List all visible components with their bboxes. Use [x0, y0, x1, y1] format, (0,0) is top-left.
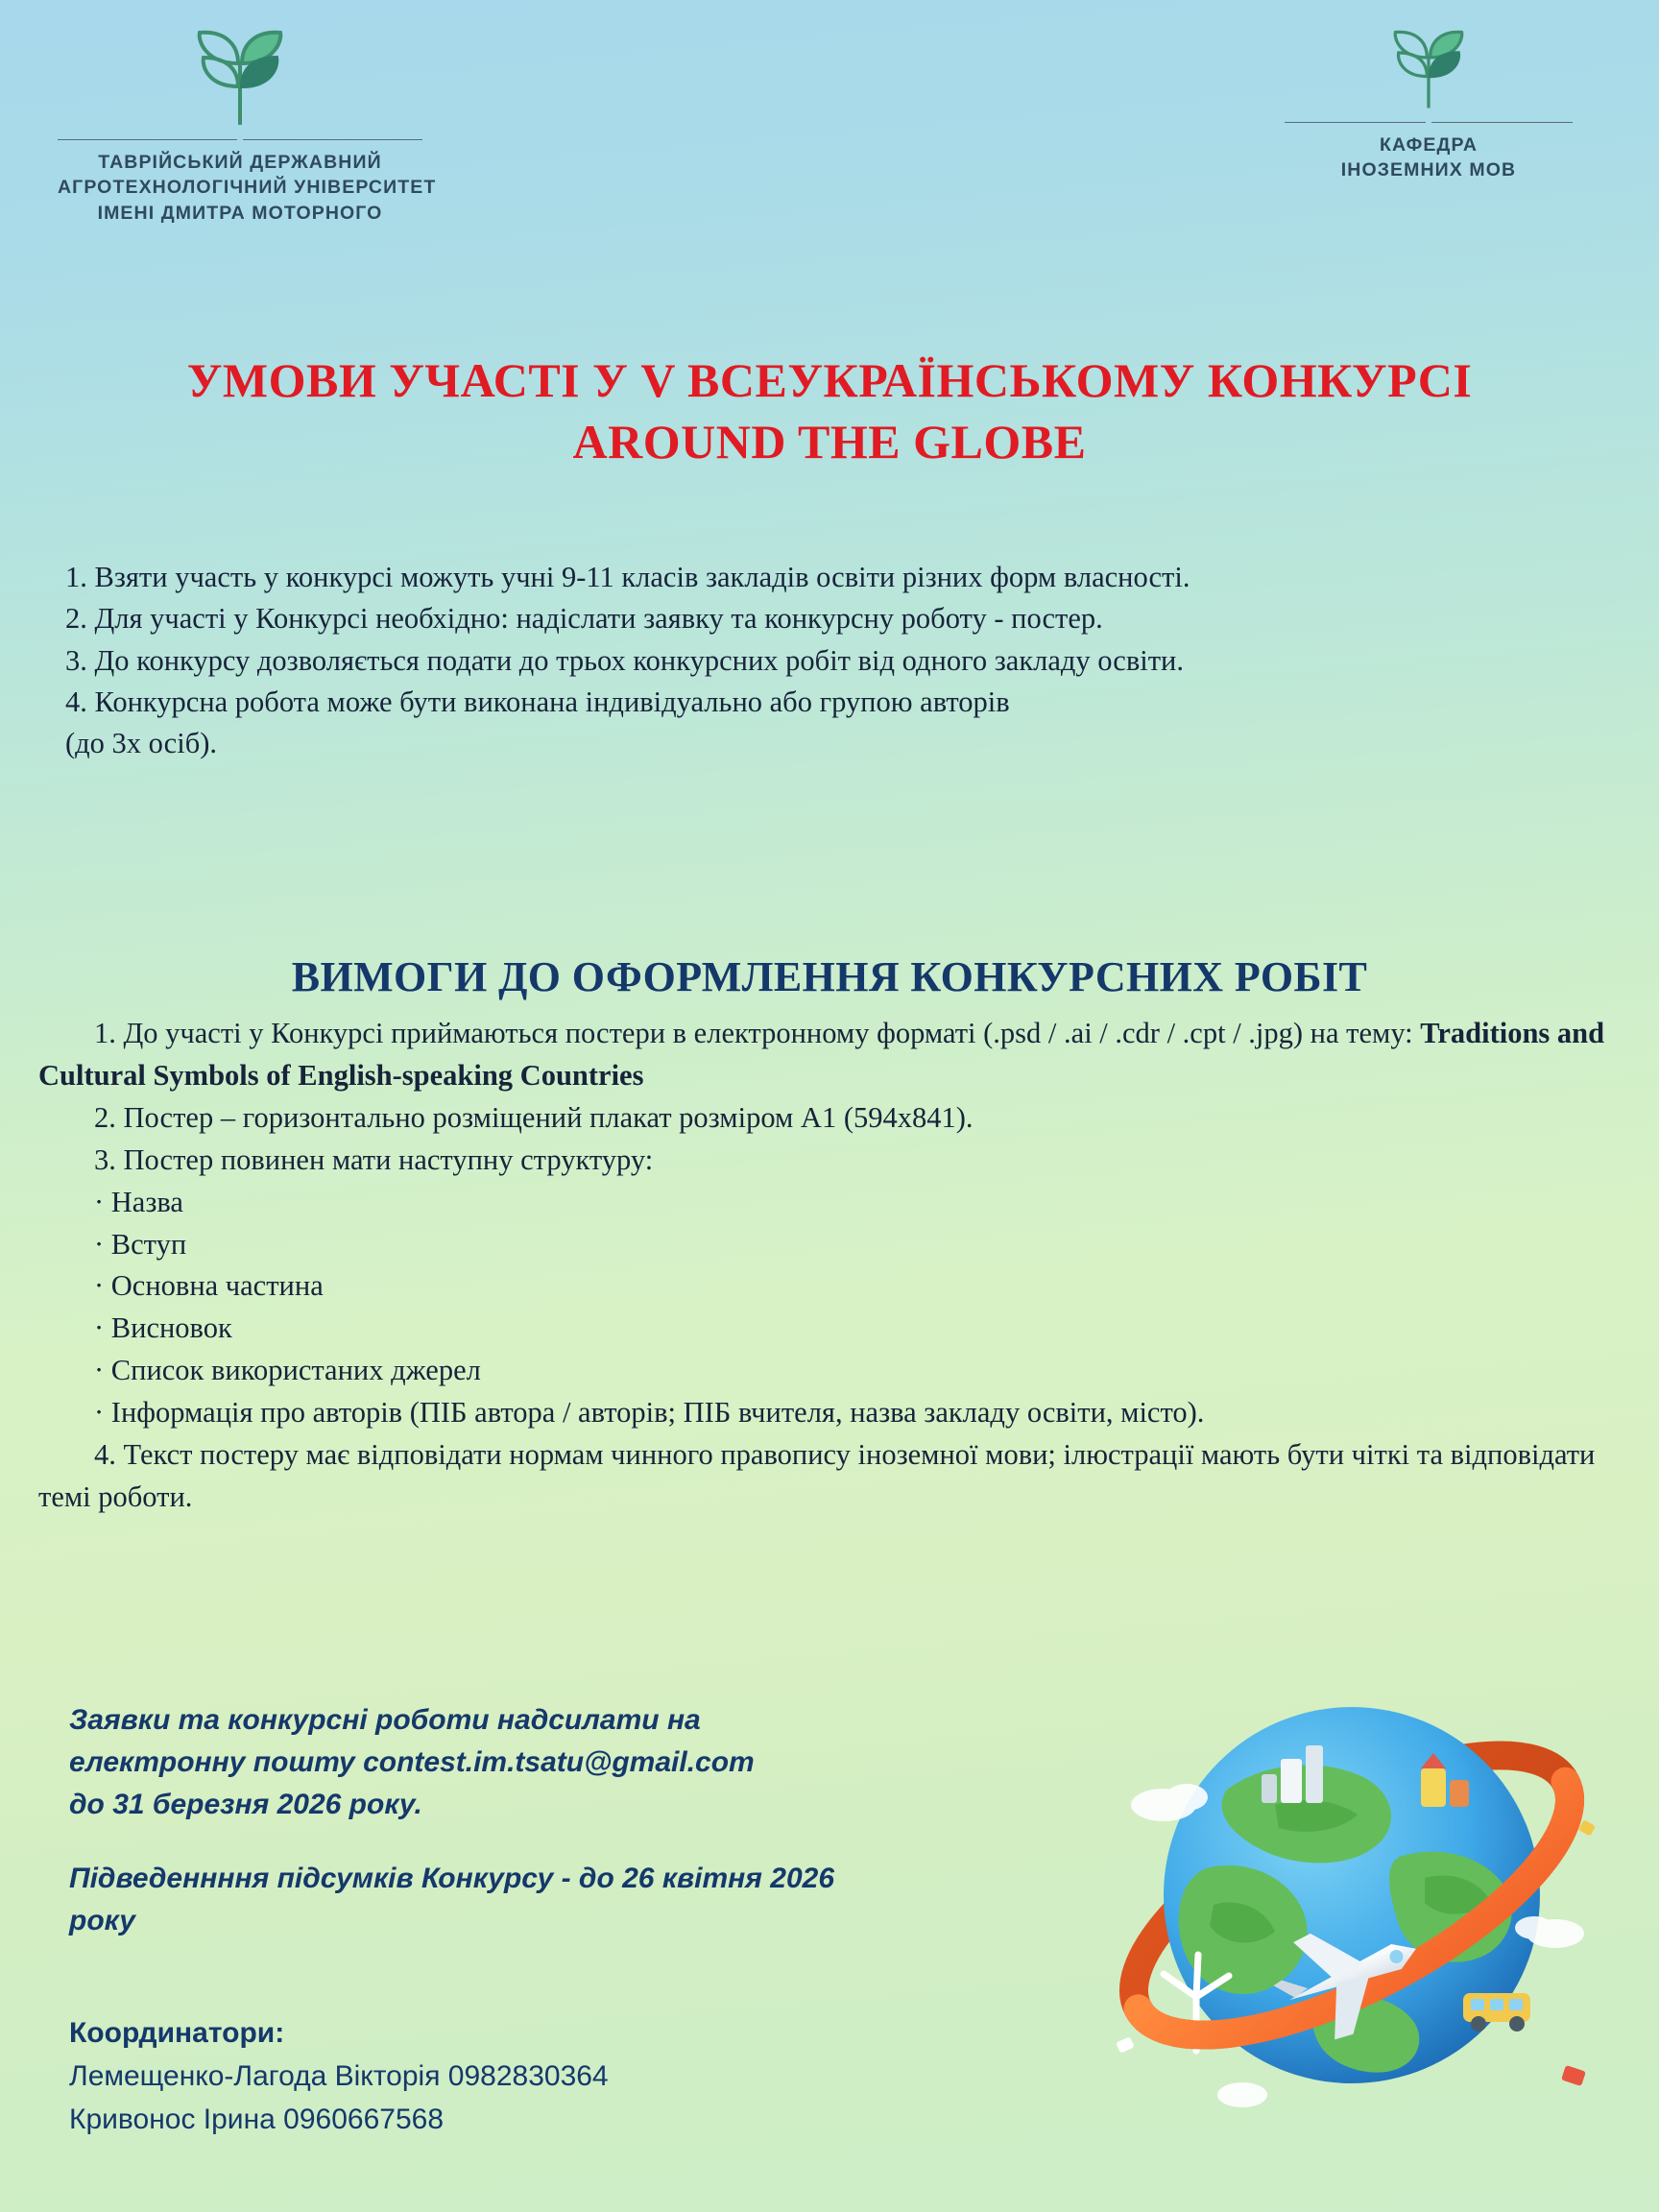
requirements-body	[38, 1013, 1623, 1519]
university-name-line-1: ТАВРІЙСЬКИЙ ДЕРЖАВНИЙ	[98, 152, 382, 173]
coordinators-block	[69, 2011, 1029, 2141]
condition-item: 1. Взяти участь у конкурсі можуть учні 9-11 класів закладів освіти різних форм власності.	[65, 561, 1190, 593]
structure-item: · Список використаних джерел	[94, 1354, 481, 1387]
page-title-line-2: AROUND THE GLOBE	[572, 414, 1087, 469]
department-name-line-1: КАФЕДРА	[1379, 134, 1479, 156]
university-logo	[58, 29, 437, 226]
department-logo	[1285, 29, 1573, 183]
condition-item: 2. Для участі у Конкурсі необхідно: надіслати заявку та конкурсну роботу - постер.	[65, 602, 1103, 636]
structure-item: · Висновок	[94, 1311, 232, 1345]
coordinators-heading: Координатори:	[69, 2017, 285, 2049]
spacer	[69, 1825, 1087, 1858]
leaf-logo-icon	[58, 29, 422, 133]
submission-info	[69, 1699, 1087, 1942]
requirement-item-1	[38, 1013, 1623, 1097]
coordinator-item: Лемещенко-Лагода Вікторія 0982830364	[69, 2060, 609, 2092]
department-name-line-2: ІНОЗЕМНИХ МОВ	[1340, 159, 1517, 181]
results-line-2: року	[69, 1905, 135, 1937]
requirement-item-3: 3. Постер повинен мати наступну структуру:	[94, 1142, 654, 1176]
submission-line-1: Заявки та конкурсні роботи надсилати на	[69, 1704, 701, 1736]
page-title	[0, 349, 1659, 472]
structure-item: · Вступ	[94, 1227, 187, 1261]
submission-line-2: електронну пошту contest.im.tsatu@gmail.com	[69, 1745, 755, 1778]
requirement-item-4: 4. Текст постеру має відповідати нормам чинного правопису іноземної мови; ілюстрації мають бути чіткі та відповідати темі роботи.	[38, 1438, 1596, 1513]
structure-item: · Назва	[94, 1185, 183, 1218]
logo-divider	[1285, 122, 1573, 123]
logo-divider	[58, 139, 422, 140]
requirement-item-1-text: 1. До участі у Конкурсі приймаються постери в електронному форматі (.psd / .ai / .cdr / .cpt / .jpg) на тему:	[94, 1017, 1421, 1049]
department-logo-text	[1285, 132, 1573, 183]
condition-item: 4. Конкурсна робота може бути виконана індивідуально або групою авторів	[65, 685, 1010, 718]
structure-item: · Основна частина	[94, 1269, 324, 1303]
leaf-logo-icon	[1285, 29, 1573, 116]
page-title-line-1: УМОВИ УЧАСТІ У V ВСЕУКРАЇНСЬКОМУ КОНКУРСІ	[186, 352, 1473, 407]
condition-item: (до 3х осіб).	[65, 727, 217, 760]
globe-with-airplane-illustration	[1083, 1617, 1621, 2154]
condition-item: 3. До конкурсу дозволяється подати до трьох конкурсних робіт від одного закладу освіти.	[65, 643, 1184, 677]
university-name-line-3: ІМЕНІ ДМИТРА МОТОРНОГО	[97, 202, 383, 224]
submission-deadline: до 31 березня 2026 року.	[69, 1788, 422, 1820]
coordinator-item: Кривонос Ірина 0960667568	[69, 2104, 444, 2135]
university-name-line-2: АГРОТЕХНОЛОГІЧНИЙ УНІВЕРСИТЕТ	[58, 177, 437, 199]
requirements-heading: ВИМОГИ ДО ОФОРМЛЕННЯ КОНКУРСНИХ РОБІТ	[291, 952, 1368, 1000]
participation-conditions	[65, 557, 1598, 764]
results-line-1: Підведеннння підсумків Конкурсу - до 26 квітня 2026	[69, 1863, 835, 1895]
requirement-item-2: 2. Постер – горизонтально розміщений плакат розміром А1 (594х841).	[94, 1100, 974, 1134]
university-logo-text	[58, 150, 437, 226]
structure-item: · Інформація про авторів (ПІБ автора / авторів; ПІБ вчителя, назва закладу освіти, місто).	[94, 1396, 1205, 1430]
requirement-topic: Traditions and Cultural Symbols of English-speaking Countries	[38, 1017, 1605, 1092]
